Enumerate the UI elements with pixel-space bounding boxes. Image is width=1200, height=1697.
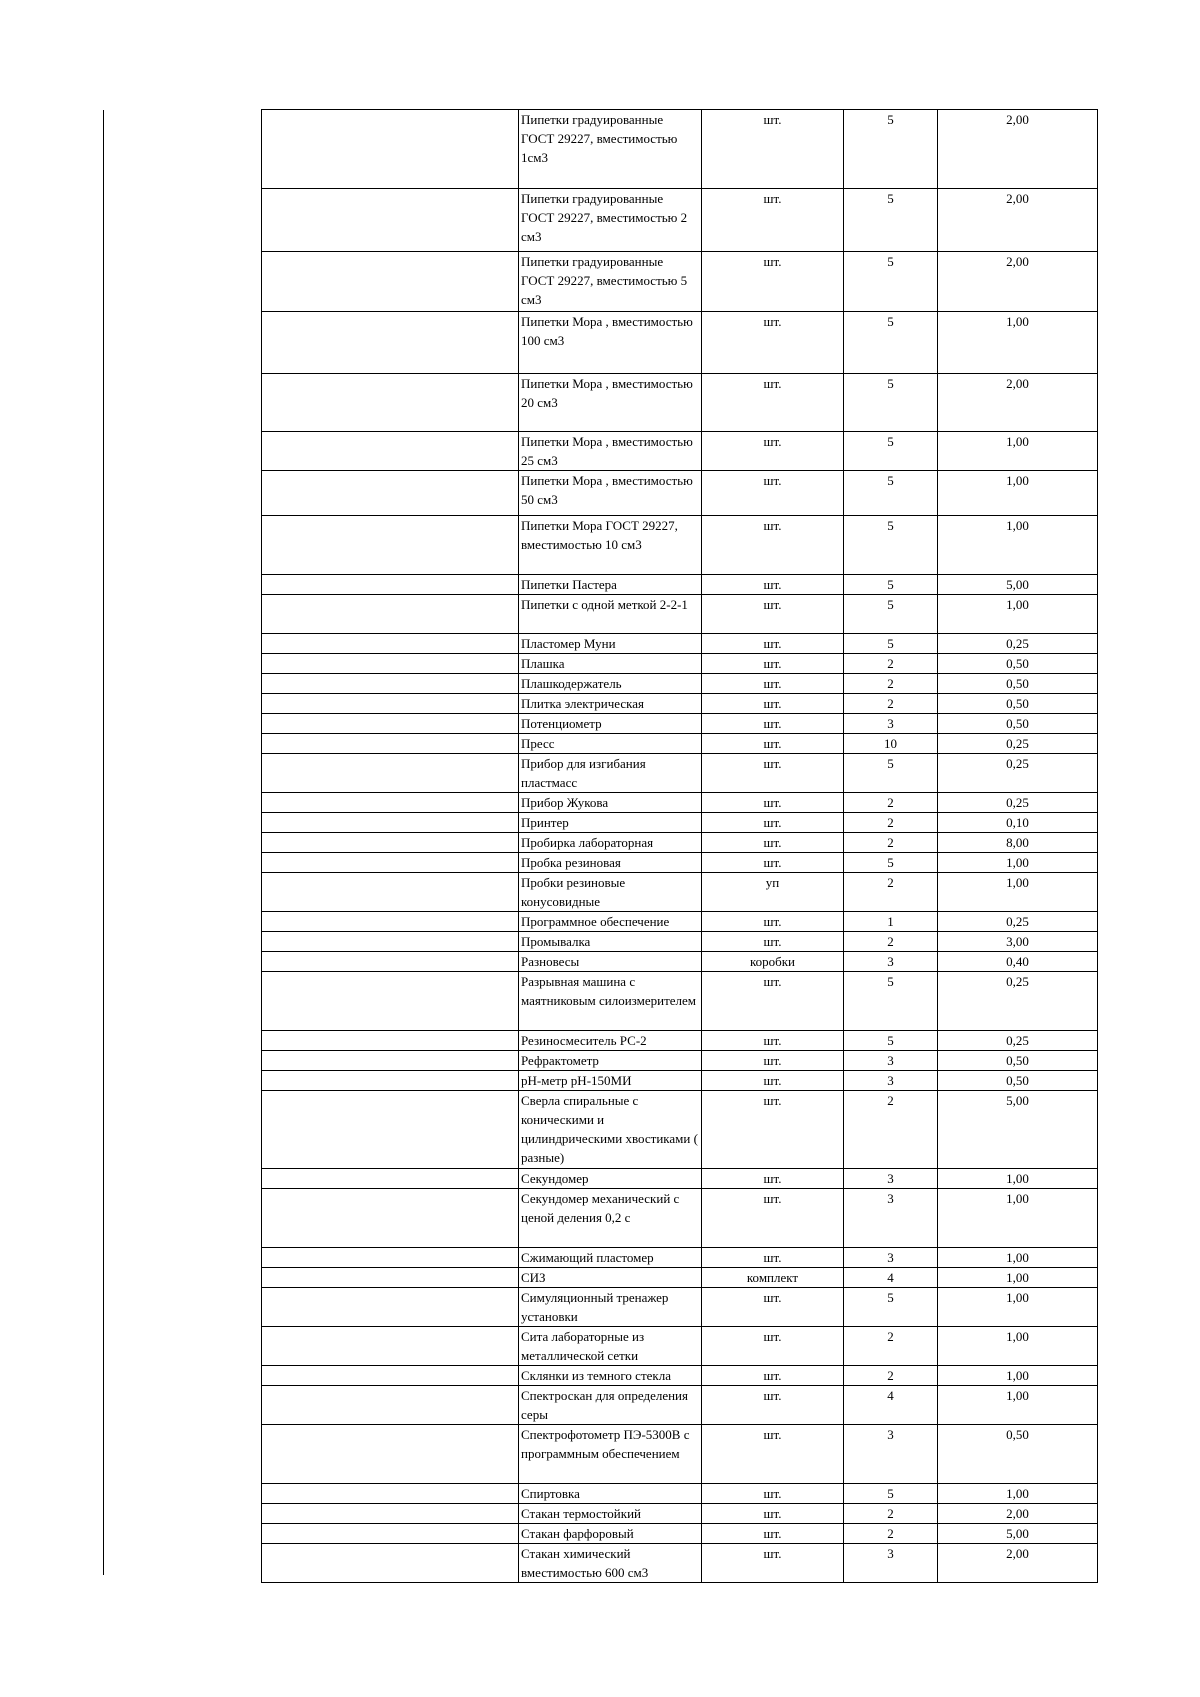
value-cell: 1,00 — [938, 1248, 1098, 1268]
value-cell: 2,00 — [938, 189, 1098, 252]
table-row — [262, 1288, 1098, 1327]
value-cell: 1,00 — [938, 1268, 1098, 1288]
unit-cell: шт. — [702, 1524, 844, 1544]
quantity-cell: 5 — [844, 575, 938, 595]
item-name-cell: Склянки из темного стекла — [519, 1366, 702, 1386]
item-name-cell: pH-метр pH-150МИ — [519, 1071, 702, 1091]
table-row — [262, 110, 1098, 189]
table-row — [262, 1031, 1098, 1051]
unit-cell: шт. — [702, 754, 844, 793]
table-row — [262, 1524, 1098, 1544]
unit-cell: коробки — [702, 952, 844, 972]
item-name-cell: Стакан химический вместимостью 600 см3 — [519, 1544, 702, 1583]
value-cell: 0,50 — [938, 654, 1098, 674]
unit-cell: шт. — [702, 110, 844, 189]
item-name-cell: Пресс — [519, 734, 702, 754]
value-cell: 0,25 — [938, 754, 1098, 793]
unit-cell: шт. — [702, 853, 844, 873]
item-name-cell: Программное обеспечение — [519, 912, 702, 932]
blank-cell — [262, 189, 519, 252]
blank-cell — [262, 873, 519, 912]
table-row — [262, 1504, 1098, 1524]
item-name-cell: Секундомер — [519, 1169, 702, 1189]
unit-cell: шт. — [702, 833, 844, 853]
unit-cell: шт. — [702, 432, 844, 471]
unit-cell: шт. — [702, 516, 844, 575]
value-cell: 1,00 — [938, 595, 1098, 634]
quantity-cell: 5 — [844, 312, 938, 374]
blank-cell — [262, 252, 519, 312]
item-name-cell: Стакан термостойкий — [519, 1504, 702, 1524]
quantity-cell: 3 — [844, 1425, 938, 1484]
quantity-cell: 3 — [844, 1189, 938, 1248]
item-name-cell: Разновесы — [519, 952, 702, 972]
value-cell: 3,00 — [938, 932, 1098, 952]
value-cell: 2,00 — [938, 374, 1098, 432]
blank-cell — [262, 1366, 519, 1386]
value-cell: 2,00 — [938, 252, 1098, 312]
table-row — [262, 972, 1098, 1031]
quantity-cell: 3 — [844, 1051, 938, 1071]
item-name-cell: Спектроскан для определения серы — [519, 1386, 702, 1425]
blank-cell — [262, 1484, 519, 1504]
table-row — [262, 714, 1098, 734]
unit-cell: шт. — [702, 1484, 844, 1504]
blank-cell — [262, 754, 519, 793]
blank-cell — [262, 1051, 519, 1071]
table-row — [262, 374, 1098, 432]
value-cell: 1,00 — [938, 1484, 1098, 1504]
item-name-cell: Рефрактометр — [519, 1051, 702, 1071]
blank-cell — [262, 694, 519, 714]
item-name-cell: Пипетки градуированные ГОСТ 29227, вместимостью 2 см3 — [519, 189, 702, 252]
quantity-cell: 5 — [844, 432, 938, 471]
quantity-cell: 5 — [844, 853, 938, 873]
item-name-cell: Пробирка лабораторная — [519, 833, 702, 853]
blank-cell — [262, 595, 519, 634]
value-cell: 1,00 — [938, 873, 1098, 912]
unit-cell: шт. — [702, 972, 844, 1031]
quantity-cell: 2 — [844, 1524, 938, 1544]
value-cell: 0,25 — [938, 972, 1098, 1031]
quantity-cell: 2 — [844, 694, 938, 714]
value-cell: 5,00 — [938, 1091, 1098, 1169]
table-row — [262, 912, 1098, 932]
table-row — [262, 575, 1098, 595]
item-name-cell: Пипетки Мора , вместимостью 20 см3 — [519, 374, 702, 432]
value-cell: 0,25 — [938, 634, 1098, 654]
unit-cell: шт. — [702, 932, 844, 952]
quantity-cell: 2 — [844, 793, 938, 813]
quantity-cell: 5 — [844, 595, 938, 634]
quantity-cell: 2 — [844, 1366, 938, 1386]
blank-cell — [262, 432, 519, 471]
value-cell: 0,40 — [938, 952, 1098, 972]
blank-cell — [262, 1524, 519, 1544]
table-row — [262, 1425, 1098, 1484]
value-cell: 0,25 — [938, 734, 1098, 754]
value-cell: 0,25 — [938, 793, 1098, 813]
unit-cell: шт. — [702, 1248, 844, 1268]
quantity-cell: 2 — [844, 813, 938, 833]
blank-cell — [262, 714, 519, 734]
quantity-cell: 2 — [844, 654, 938, 674]
item-name-cell: Резиносмеситель РС-2 — [519, 1031, 702, 1051]
item-name-cell: Сита лабораторные из металлической сетки — [519, 1327, 702, 1366]
quantity-cell: 4 — [844, 1268, 938, 1288]
unit-cell: шт. — [702, 714, 844, 734]
item-name-cell: СИЗ — [519, 1268, 702, 1288]
unit-cell: шт. — [702, 471, 844, 516]
unit-cell: шт. — [702, 634, 844, 654]
unit-cell: уп — [702, 873, 844, 912]
quantity-cell: 5 — [844, 1484, 938, 1504]
unit-cell: шт. — [702, 374, 844, 432]
value-cell: 1,00 — [938, 1366, 1098, 1386]
table-row — [262, 654, 1098, 674]
table-row — [262, 595, 1098, 634]
item-name-cell: Стакан фарфоровый — [519, 1524, 702, 1544]
unit-cell: шт. — [702, 252, 844, 312]
blank-cell — [262, 1504, 519, 1524]
blank-cell — [262, 793, 519, 813]
value-cell: 0,50 — [938, 1425, 1098, 1484]
quantity-cell: 5 — [844, 252, 938, 312]
quantity-cell: 5 — [844, 189, 938, 252]
unit-cell: шт. — [702, 189, 844, 252]
blank-cell — [262, 1425, 519, 1484]
blank-cell — [262, 1386, 519, 1425]
blank-cell — [262, 1091, 519, 1169]
value-cell: 1,00 — [938, 471, 1098, 516]
blank-cell — [262, 972, 519, 1031]
blank-cell — [262, 1169, 519, 1189]
quantity-cell: 3 — [844, 952, 938, 972]
item-name-cell: Пипетки Мора , вместимостью 100 см3 — [519, 312, 702, 374]
quantity-cell: 2 — [844, 932, 938, 952]
unit-cell: шт. — [702, 1071, 844, 1091]
quantity-cell: 2 — [844, 674, 938, 694]
value-cell: 0,50 — [938, 714, 1098, 734]
value-cell: 1,00 — [938, 516, 1098, 575]
item-name-cell: Спиртовка — [519, 1484, 702, 1504]
table-row — [262, 432, 1098, 471]
item-name-cell: Пипетки Пастера — [519, 575, 702, 595]
quantity-cell: 2 — [844, 1327, 938, 1366]
blank-cell — [262, 1031, 519, 1051]
table-row — [262, 1268, 1098, 1288]
table-row — [262, 1544, 1098, 1583]
table-row — [262, 516, 1098, 575]
value-cell: 1,00 — [938, 1189, 1098, 1248]
quantity-cell: 3 — [844, 1544, 938, 1583]
table-row — [262, 1051, 1098, 1071]
item-name-cell: Потенциометр — [519, 714, 702, 734]
item-name-cell: Промывалка — [519, 932, 702, 952]
table-row — [262, 1189, 1098, 1248]
quantity-cell: 5 — [844, 471, 938, 516]
blank-cell — [262, 1268, 519, 1288]
unit-cell: комплект — [702, 1268, 844, 1288]
table-row — [262, 952, 1098, 972]
quantity-cell: 2 — [844, 1504, 938, 1524]
blank-cell — [262, 1288, 519, 1327]
blank-cell — [262, 374, 519, 432]
table-row — [262, 754, 1098, 793]
unit-cell: шт. — [702, 912, 844, 932]
value-cell: 1,00 — [938, 1169, 1098, 1189]
value-cell: 0,25 — [938, 1031, 1098, 1051]
quantity-cell: 5 — [844, 516, 938, 575]
blank-cell — [262, 516, 519, 575]
unit-cell: шт. — [702, 595, 844, 634]
value-cell: 8,00 — [938, 833, 1098, 853]
unit-cell: шт. — [702, 793, 844, 813]
table-row — [262, 1484, 1098, 1504]
quantity-cell: 3 — [844, 1169, 938, 1189]
quantity-cell: 10 — [844, 734, 938, 754]
blank-cell — [262, 1544, 519, 1583]
item-name-cell: Пробки резиновые конусовидные — [519, 873, 702, 912]
table-row — [262, 793, 1098, 813]
value-cell: 1,00 — [938, 312, 1098, 374]
table-row — [262, 471, 1098, 516]
blank-cell — [262, 654, 519, 674]
table-row — [262, 873, 1098, 912]
item-name-cell: Пипетки Мора , вместимостью 25 см3 — [519, 432, 702, 471]
inventory-table-body — [262, 110, 1098, 1583]
table-row — [262, 833, 1098, 853]
item-name-cell: Пипетки с одной меткой 2-2-1 — [519, 595, 702, 634]
blank-cell — [262, 575, 519, 595]
item-name-cell: Плитка электрическая — [519, 694, 702, 714]
value-cell: 1,00 — [938, 432, 1098, 471]
blank-cell — [262, 1071, 519, 1091]
quantity-cell: 3 — [844, 714, 938, 734]
unit-cell: шт. — [702, 1366, 844, 1386]
item-name-cell: Пипетки Мора , вместимостью 50 см3 — [519, 471, 702, 516]
unit-cell: шт. — [702, 1189, 844, 1248]
quantity-cell: 3 — [844, 1248, 938, 1268]
blank-cell — [262, 1248, 519, 1268]
value-cell: 0,50 — [938, 1071, 1098, 1091]
item-name-cell: Прибор Жукова — [519, 793, 702, 813]
unit-cell: шт. — [702, 654, 844, 674]
value-cell: 2,00 — [938, 1544, 1098, 1583]
item-name-cell: Спектрофотометр ПЭ-5300В с программным обеспечением — [519, 1425, 702, 1484]
table-row — [262, 813, 1098, 833]
value-cell: 0,50 — [938, 674, 1098, 694]
value-cell: 0,10 — [938, 813, 1098, 833]
value-cell: 5,00 — [938, 1524, 1098, 1544]
blank-cell — [262, 634, 519, 654]
item-name-cell: Разрывная машина с маятниковым силоизмерителем — [519, 972, 702, 1031]
table-row — [262, 312, 1098, 374]
value-cell: 0,25 — [938, 912, 1098, 932]
blank-cell — [262, 952, 519, 972]
value-cell: 1,00 — [938, 1386, 1098, 1425]
unit-cell: шт. — [702, 1544, 844, 1583]
table-row — [262, 694, 1098, 714]
table-row — [262, 932, 1098, 952]
quantity-cell: 1 — [844, 912, 938, 932]
blank-cell — [262, 912, 519, 932]
unit-cell: шт. — [702, 734, 844, 754]
quantity-cell: 5 — [844, 1288, 938, 1327]
item-name-cell: Сжимающий пластомер — [519, 1248, 702, 1268]
quantity-cell: 5 — [844, 634, 938, 654]
item-name-cell: Прибор для изгибания пластмасс — [519, 754, 702, 793]
table-row — [262, 1071, 1098, 1091]
item-name-cell: Секундомер механический с ценой деления 0,2 с — [519, 1189, 702, 1248]
blank-cell — [262, 813, 519, 833]
blank-cell — [262, 932, 519, 952]
quantity-cell: 5 — [844, 972, 938, 1031]
value-cell: 1,00 — [938, 1288, 1098, 1327]
unit-cell: шт. — [702, 813, 844, 833]
table-row — [262, 1386, 1098, 1425]
blank-cell — [262, 853, 519, 873]
value-cell: 5,00 — [938, 575, 1098, 595]
quantity-cell: 5 — [844, 754, 938, 793]
unit-cell: шт. — [702, 1091, 844, 1169]
item-name-cell: Пипетки Мора ГОСТ 29227, вместимостью 10 см3 — [519, 516, 702, 575]
table-row — [262, 734, 1098, 754]
item-name-cell: Пластомер Муни — [519, 634, 702, 654]
table-row — [262, 634, 1098, 654]
left-margin-rule — [103, 110, 104, 1575]
table-row — [262, 189, 1098, 252]
unit-cell: шт. — [702, 1425, 844, 1484]
value-cell: 0,50 — [938, 694, 1098, 714]
quantity-cell: 3 — [844, 1071, 938, 1091]
value-cell: 1,00 — [938, 1327, 1098, 1366]
item-name-cell: Пипетки градуированные ГОСТ 29227, вместимостью 5 см3 — [519, 252, 702, 312]
unit-cell: шт. — [702, 1504, 844, 1524]
item-name-cell: Пробка резиновая — [519, 853, 702, 873]
blank-cell — [262, 110, 519, 189]
value-cell: 0,50 — [938, 1051, 1098, 1071]
table-row — [262, 1169, 1098, 1189]
item-name-cell: Плашкодержатель — [519, 674, 702, 694]
quantity-cell: 5 — [844, 1031, 938, 1051]
unit-cell: шт. — [702, 694, 844, 714]
table-row — [262, 853, 1098, 873]
table-row — [262, 1327, 1098, 1366]
blank-cell — [262, 833, 519, 853]
unit-cell: шт. — [702, 1288, 844, 1327]
table-row — [262, 1248, 1098, 1268]
item-name-cell: Сверла спиральные с коническими и цилиндрическими хвостиками ( разные) — [519, 1091, 702, 1169]
quantity-cell: 5 — [844, 110, 938, 189]
item-name-cell: Пипетки градуированные ГОСТ 29227, вместимостью 1см3 — [519, 110, 702, 189]
quantity-cell: 4 — [844, 1386, 938, 1425]
unit-cell: шт. — [702, 674, 844, 694]
blank-cell — [262, 734, 519, 754]
unit-cell: шт. — [702, 1031, 844, 1051]
table-row — [262, 1091, 1098, 1169]
unit-cell: шт. — [702, 1327, 844, 1366]
quantity-cell: 5 — [844, 374, 938, 432]
blank-cell — [262, 674, 519, 694]
quantity-cell: 2 — [844, 1091, 938, 1169]
value-cell: 2,00 — [938, 110, 1098, 189]
value-cell: 1,00 — [938, 853, 1098, 873]
item-name-cell: Симуляционный тренажер установки — [519, 1288, 702, 1327]
table-row — [262, 674, 1098, 694]
table-row — [262, 1366, 1098, 1386]
item-name-cell: Плашка — [519, 654, 702, 674]
table-row — [262, 252, 1098, 312]
unit-cell: шт. — [702, 1169, 844, 1189]
blank-cell — [262, 1189, 519, 1248]
inventory-table — [261, 109, 1098, 1583]
unit-cell: шт. — [702, 1386, 844, 1425]
blank-cell — [262, 1327, 519, 1366]
unit-cell: шт. — [702, 575, 844, 595]
quantity-cell: 2 — [844, 833, 938, 853]
item-name-cell: Принтер — [519, 813, 702, 833]
blank-cell — [262, 471, 519, 516]
unit-cell: шт. — [702, 312, 844, 374]
blank-cell — [262, 312, 519, 374]
quantity-cell: 2 — [844, 873, 938, 912]
value-cell: 2,00 — [938, 1504, 1098, 1524]
unit-cell: шт. — [702, 1051, 844, 1071]
